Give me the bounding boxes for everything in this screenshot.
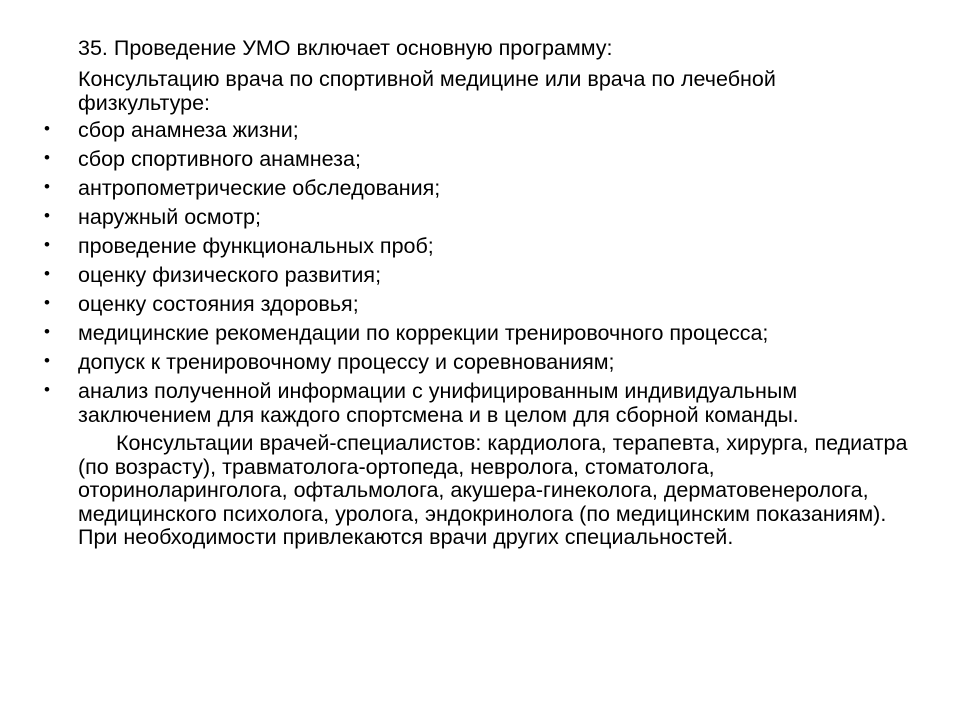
bullet-icon: • (44, 322, 50, 341)
list-item (44, 205, 908, 229)
heading: 35. Проведение УМО включает основную программу: (78, 36, 613, 60)
bullet-icon: • (44, 264, 50, 283)
list-item-text: анализ полученной информации с унифицированным индивидуальным заключением для каждого спортсмена и в целом для сборной команды. (78, 379, 799, 427)
list-item (44, 118, 908, 142)
list-item (44, 321, 908, 345)
list-item-text: наружный осмотр; (78, 205, 261, 229)
list-item (44, 350, 908, 374)
bullet-icon: • (44, 206, 50, 225)
list-item-text: медицинские рекомендации по коррекции тренировочного процесса; (78, 321, 769, 345)
bullet-icon: • (44, 293, 50, 312)
bullet-icon: • (44, 351, 50, 370)
intro-paragraph: Консультацию врача по спортивной медицине или врача по лечебной физкультуре: (78, 67, 776, 115)
bullet-list (44, 118, 908, 427)
list-item-text: оценку физического развития; (78, 263, 382, 287)
list-item-text: проведение функциональных проб; (78, 234, 434, 258)
list-item-text: сбор спортивного анамнеза; (78, 147, 361, 171)
list-item (44, 379, 908, 427)
bullet-icon: • (44, 177, 50, 196)
list-item (44, 292, 908, 316)
list-item (44, 147, 908, 171)
list-item-text: сбор анамнеза жизни; (78, 118, 299, 142)
list-item-text: антропометрические обследования; (78, 176, 441, 200)
list-item (44, 176, 908, 200)
list-item (44, 263, 908, 287)
bullet-icon: • (44, 119, 50, 138)
list-item-text: оценку состояния здоровья; (78, 292, 359, 316)
bullet-icon: • (44, 235, 50, 254)
bullet-icon: • (44, 380, 50, 399)
specialists-paragraph: Консультации врачей-специалистов: кардиолога, терапевта, хирурга, педиатра (по возрасту), травматолога-ортопеда, невролога, стоматолога, оториноларинголога, офтальмолога, акушера-гинеколога, дерматовенеролога, медицинского психолога, уролога, эндокринолога (по медицинским показаниям). При необходимости привлекаются врачи других специальностей. (78, 431, 908, 549)
list-item-text: допуск к тренировочному процессу и соревнованиям; (78, 350, 615, 374)
bullet-icon: • (44, 148, 50, 167)
slide-content (44, 36, 908, 550)
list-item (44, 234, 908, 258)
